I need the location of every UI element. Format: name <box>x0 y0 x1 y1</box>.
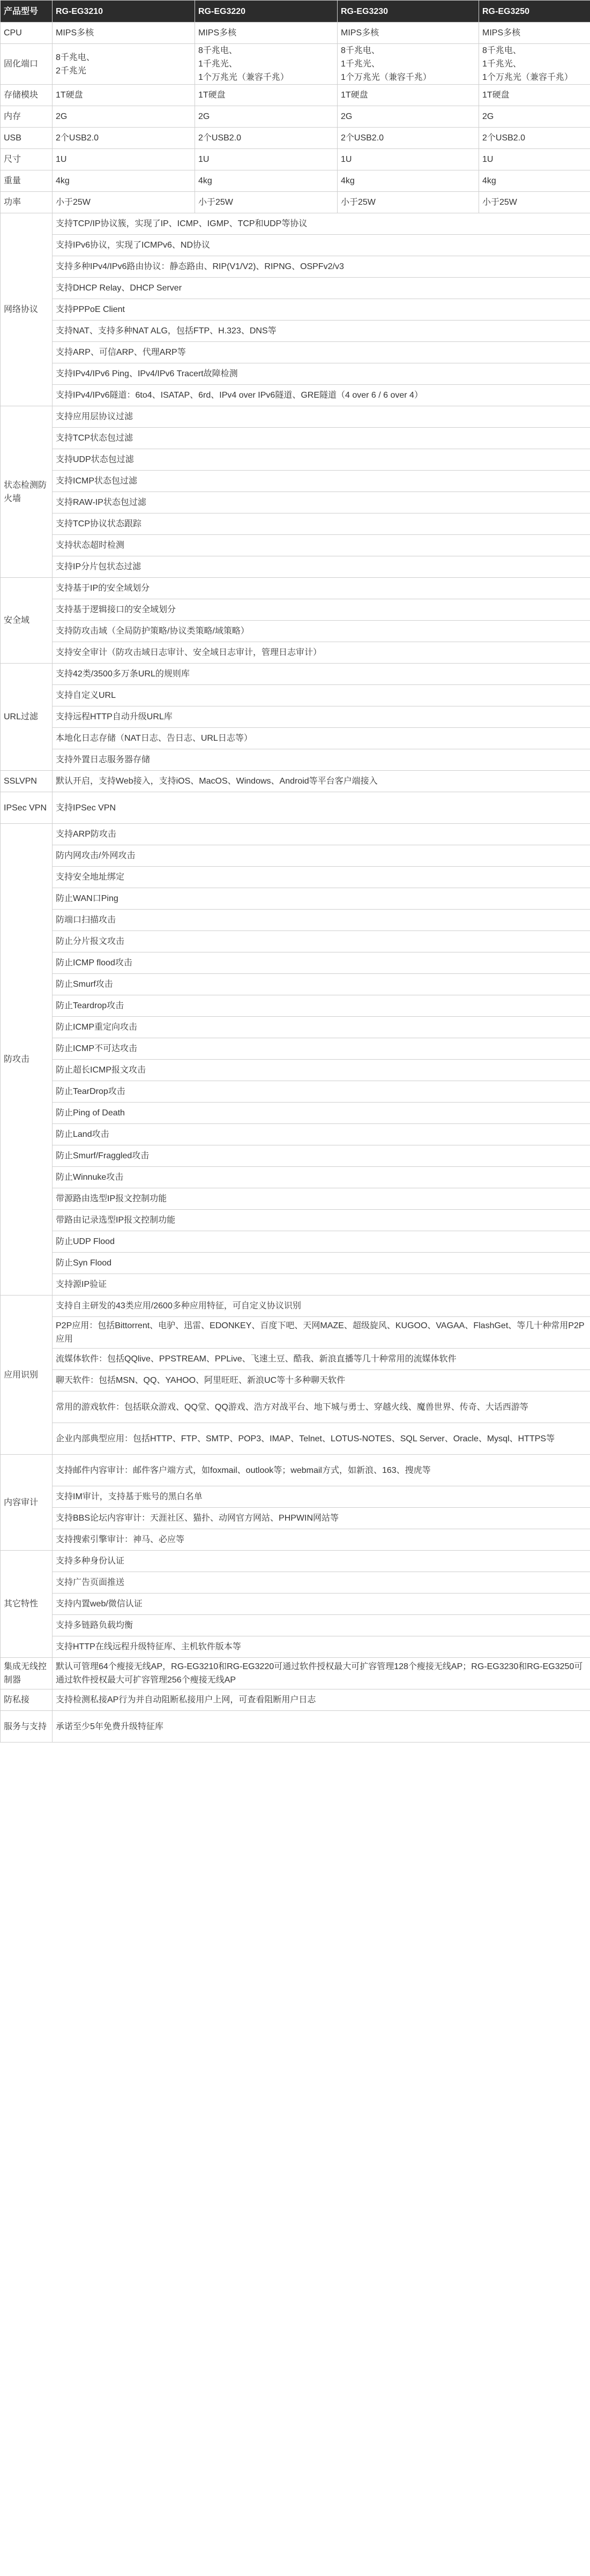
feature-item: 支持外置日志服务器存储 <box>53 749 590 771</box>
feature-item: 支持UDP状态包过滤 <box>53 449 590 471</box>
feature-item: 防止Teardrop攻击 <box>53 995 590 1017</box>
feature-item: 默认可管理64个瘦接无线AP，RG-EG3210和RG-EG3220可通过软件授权最大可扩容管理128个瘦接无线AP；RG-EG3230和RG-EG3250可通过软件授权最大可扩容管理256个瘦接无线AP <box>53 1658 590 1689</box>
spec-row-value: 8千兆电、 1千兆光、 1个万兆光（兼容千兆） <box>338 44 479 85</box>
feature-row <box>1 1253 590 1274</box>
spec-row-value: 2G <box>195 106 338 128</box>
feature-item: 支持HTTP在线远程升级特征库、主机软件版本等 <box>53 1636 590 1658</box>
spec-row-label: 尺寸 <box>1 149 53 170</box>
feature-category-cell: 状态检测防火墙 <box>1 406 53 578</box>
feature-item: 防端口扫描攻击 <box>53 910 590 931</box>
feature-item: 支持IPv4/IPv6隧道：6to4、ISATAP、6rd、IPv4 over IPv6隧道、GRE隧道（4 over 6 / 6 over 4） <box>53 385 590 406</box>
feature-category-cell: URL过滤 <box>1 664 53 771</box>
feature-category-cell: 集成无线控制器 <box>1 1658 53 1689</box>
feature-item: 支持ARP防攻击 <box>53 824 590 845</box>
spec-row-value: MIPS多核 <box>195 23 338 44</box>
spec-row-value: 8千兆电、 2千兆光 <box>53 44 195 85</box>
spec-row-label: 内存 <box>1 106 53 128</box>
feature-row <box>1 406 590 428</box>
feature-row <box>1 342 590 363</box>
feature-row <box>1 1167 590 1188</box>
spec-row-value: 2个USB2.0 <box>338 128 479 149</box>
spec-row <box>1 106 590 128</box>
feature-item: 防止ICMP flood攻击 <box>53 952 590 974</box>
spec-row-value: 2G <box>479 106 590 128</box>
header-cell-eg3230: RG-EG3230 <box>338 1 479 23</box>
feature-item: 支持TCP状态包过滤 <box>53 428 590 449</box>
header-cell-eg3250: RG-EG3250 <box>479 1 590 23</box>
spec-row-label: 重量 <box>1 170 53 192</box>
feature-item: 流媒体软件：包括QQlive、PPSTREAM、PPLive、飞速土豆、酷我、新浪直播等几十种常用的流媒体软件 <box>53 1349 590 1370</box>
feature-row <box>1 1711 590 1743</box>
header-cell-eg3220: RG-EG3220 <box>195 1 338 23</box>
spec-row-value: 4kg <box>53 170 195 192</box>
feature-item: 支持自定义URL <box>53 685 590 706</box>
feature-item: 支持DHCP Relay、DHCP Server <box>53 278 590 299</box>
feature-row <box>1 974 590 995</box>
feature-item: 企业内部典型应用：包括HTTP、FTP、SMTP、POP3、IMAP、Telnet、LOTUS-NOTES、SQL Server、Oracle、Mysql、HTTPS等 <box>53 1423 590 1455</box>
feature-item: 防止Ping of Death <box>53 1103 590 1124</box>
spec-row-value: 2G <box>53 106 195 128</box>
feature-row <box>1 513 590 535</box>
feature-item: 支持BBS论坛内容审计：天涯社区、猫扑、动网官方网站、PHPWIN网站等 <box>53 1508 590 1529</box>
header-cell-eg3210: RG-EG3210 <box>53 1 195 23</box>
table-header-row <box>1 1 590 23</box>
feature-row <box>1 771 590 792</box>
feature-row <box>1 1349 590 1370</box>
feature-row <box>1 1231 590 1253</box>
feature-item: 支持安全审计（防攻击域日志审计、安全域日志审计，管理日志审计） <box>53 642 590 664</box>
feature-row <box>1 278 590 299</box>
spec-row-value: 8千兆电、 1千兆光、 1个万兆光（兼容千兆） <box>479 44 590 85</box>
feature-row <box>1 952 590 974</box>
spec-row-value: 1U <box>338 149 479 170</box>
feature-row <box>1 888 590 910</box>
feature-row <box>1 471 590 492</box>
feature-category-cell: 防私接 <box>1 1689 53 1711</box>
feature-row <box>1 749 590 771</box>
feature-item: P2P应用：包括Bittorrent、电驴、迅雷、EDONKEY、百度下吧、天网MAZE、超级旋风、KUGOO、VAGAA、FlashGet、等几十种常用P2P应用 <box>53 1317 590 1349</box>
feature-row <box>1 1636 590 1658</box>
feature-item: 支持NAT、支持多种NAT ALG，包括FTP、H.323、DNS等 <box>53 321 590 342</box>
feature-row <box>1 385 590 406</box>
feature-row <box>1 1124 590 1145</box>
spec-row-label: 功率 <box>1 192 53 213</box>
feature-row <box>1 1572 590 1594</box>
feature-category-cell: 其它特性 <box>1 1551 53 1658</box>
feature-row <box>1 1689 590 1711</box>
feature-item: 防止ICMP不可达攻击 <box>53 1038 590 1060</box>
feature-item: 本地化日志存储（NAT日志、告日志、URL日志等） <box>53 728 590 749</box>
feature-item: 防止Smurf攻击 <box>53 974 590 995</box>
feature-row <box>1 931 590 952</box>
spec-row-value: MIPS多核 <box>338 23 479 44</box>
feature-row <box>1 1103 590 1124</box>
spec-row-label: USB <box>1 128 53 149</box>
feature-item: 支持基于IP的安全域划分 <box>53 578 590 599</box>
spec-row <box>1 170 590 192</box>
feature-row <box>1 1615 590 1636</box>
feature-item: 常用的游戏软件：包括联众游戏、QQ堂、QQ游戏、浩方对战平台、地下城与勇士、穿越火线、魔兽世界、传奇、大话西游等 <box>53 1391 590 1423</box>
feature-item: 防止TearDrop攻击 <box>53 1081 590 1103</box>
spec-row-value: 2G <box>338 106 479 128</box>
feature-row <box>1 428 590 449</box>
spec-row-value: MIPS多核 <box>53 23 195 44</box>
spec-row-value: 2个USB2.0 <box>479 128 590 149</box>
feature-row <box>1 1594 590 1615</box>
feature-item: 支持RAW-IP状态包过滤 <box>53 492 590 513</box>
feature-row <box>1 492 590 513</box>
feature-row <box>1 235 590 256</box>
feature-item: 支持多种身份认证 <box>53 1551 590 1572</box>
feature-row <box>1 664 590 685</box>
spec-row <box>1 44 590 85</box>
feature-row <box>1 556 590 578</box>
feature-row <box>1 1529 590 1551</box>
feature-category-cell: SSLVPN <box>1 771 53 792</box>
feature-item: 支持多种IPv4/IPv6路由协议：静态路由、RIP(V1/V2)、RIPNG、OSPFv2/v3 <box>53 256 590 278</box>
spec-row-value: 1U <box>195 149 338 170</box>
spec-row-value: 小于25W <box>53 192 195 213</box>
feature-item: 支持基于逻辑接口的安全域划分 <box>53 599 590 621</box>
feature-item: 支持自主研发的43类应用/2600多种应用特征，可自定义协议识别 <box>53 1296 590 1317</box>
feature-item: 支持广告页面推送 <box>53 1572 590 1594</box>
feature-row <box>1 621 590 642</box>
feature-row <box>1 1455 590 1486</box>
spec-row-value: 1T硬盘 <box>195 85 338 106</box>
feature-item: 支持防攻击域（全局防护策略/协议类策略/域策略） <box>53 621 590 642</box>
feature-item: 支持ICMP状态包过滤 <box>53 471 590 492</box>
spec-row-value: 2个USB2.0 <box>195 128 338 149</box>
feature-item: 防止Syn Flood <box>53 1253 590 1274</box>
feature-item: 支持TCP协议状态跟踪 <box>53 513 590 535</box>
feature-item: 防止ICMP重定向攻击 <box>53 1017 590 1038</box>
feature-row <box>1 1188 590 1210</box>
feature-row <box>1 213 590 235</box>
feature-category-cell: 防攻击 <box>1 824 53 1296</box>
feature-row <box>1 824 590 845</box>
feature-row <box>1 995 590 1017</box>
spec-row-value: 4kg <box>338 170 479 192</box>
feature-item: 支持远程HTTP自动升级URL库 <box>53 706 590 728</box>
spec-row-label: CPU <box>1 23 53 44</box>
feature-item: 支持IP分片包状态过滤 <box>53 556 590 578</box>
feature-row <box>1 1060 590 1081</box>
feature-row <box>1 1274 590 1296</box>
feature-row <box>1 910 590 931</box>
feature-item: 支持多链路负载均衡 <box>53 1615 590 1636</box>
feature-item: 防止分片报文攻击 <box>53 931 590 952</box>
feature-row <box>1 1551 590 1572</box>
feature-category-cell: 网络协议 <box>1 213 53 406</box>
feature-item: 支持内置web/微信认证 <box>53 1594 590 1615</box>
feature-row <box>1 1486 590 1508</box>
spec-row-value: 小于25W <box>195 192 338 213</box>
feature-row <box>1 792 590 824</box>
feature-row <box>1 449 590 471</box>
feature-item: 支持源IP验证 <box>53 1274 590 1296</box>
spec-row-value: 1T硬盘 <box>338 85 479 106</box>
feature-row <box>1 1296 590 1317</box>
feature-row <box>1 1081 590 1103</box>
feature-row <box>1 1317 590 1349</box>
feature-row <box>1 299 590 321</box>
spec-row <box>1 192 590 213</box>
feature-item: 防止WAN口Ping <box>53 888 590 910</box>
feature-row <box>1 321 590 342</box>
feature-row <box>1 845 590 867</box>
spec-row <box>1 85 590 106</box>
spec-row-value: 小于25W <box>479 192 590 213</box>
feature-item: 支持检测私接AP行为并自动阻断私接用户上网，可查看阻断用户日志 <box>53 1689 590 1711</box>
spec-row <box>1 128 590 149</box>
spec-row-label: 固化端口 <box>1 44 53 85</box>
feature-category-cell: IPSec VPN <box>1 792 53 824</box>
feature-row <box>1 1508 590 1529</box>
feature-row <box>1 1038 590 1060</box>
feature-row <box>1 578 590 599</box>
feature-category-cell: 服务与支持 <box>1 1711 53 1743</box>
feature-item: 支持IM审计，支持基于账号的黑白名单 <box>53 1486 590 1508</box>
feature-item: 支持PPPoE Client <box>53 299 590 321</box>
feature-item: 带路由记录选型IP报文控制功能 <box>53 1210 590 1231</box>
feature-item: 防止Smurf/Fraggled攻击 <box>53 1145 590 1167</box>
feature-row <box>1 685 590 706</box>
feature-row <box>1 256 590 278</box>
spec-row-value: 小于25W <box>338 192 479 213</box>
feature-item: 支持邮件内容审计：邮件客户端方式，如foxmail、outlook等；webmail方式，如新浪、163、搜虎等 <box>53 1455 590 1486</box>
spec-row-value: 4kg <box>479 170 590 192</box>
feature-row <box>1 642 590 664</box>
feature-item: 支持应用层协议过滤 <box>53 406 590 428</box>
spec-row-value: 1U <box>53 149 195 170</box>
feature-item: 防止Winnuke攻击 <box>53 1167 590 1188</box>
feature-item: 防止UDP Flood <box>53 1231 590 1253</box>
header-cell-model: 产品型号 <box>1 1 53 23</box>
spec-row-value: MIPS多核 <box>479 23 590 44</box>
feature-row <box>1 599 590 621</box>
feature-row <box>1 728 590 749</box>
feature-category-cell: 安全域 <box>1 578 53 664</box>
feature-item: 带源路由选型IP报文控制功能 <box>53 1188 590 1210</box>
feature-item: 防止Land攻击 <box>53 1124 590 1145</box>
feature-item: 支持IPv6协议，实现了ICMPv6、ND协议 <box>53 235 590 256</box>
feature-item: 防内网攻击/外网攻击 <box>53 845 590 867</box>
feature-item: 聊天软件：包括MSN、QQ、YAHOO、阿里旺旺、新浪UC等十多种聊天软件 <box>53 1370 590 1391</box>
feature-row <box>1 1658 590 1689</box>
feature-item: 支持安全地址绑定 <box>53 867 590 888</box>
spec-table-body <box>1 23 590 1743</box>
feature-item: 支持42类/3500多万条URL的规则库 <box>53 664 590 685</box>
feature-category-cell: 应用识别 <box>1 1296 53 1455</box>
feature-row <box>1 1017 590 1038</box>
feature-row <box>1 867 590 888</box>
feature-row <box>1 1145 590 1167</box>
spec-row-value: 2个USB2.0 <box>53 128 195 149</box>
spec-row-label: 存储模块 <box>1 85 53 106</box>
feature-category-cell: 内容审计 <box>1 1455 53 1551</box>
spec-row-value: 1T硬盘 <box>53 85 195 106</box>
spec-row <box>1 149 590 170</box>
feature-item: 支持搜索引擎审计：神马、必应等 <box>53 1529 590 1551</box>
feature-item: 支持IPSec VPN <box>53 792 590 824</box>
feature-row <box>1 1210 590 1231</box>
spec-row-value: 8千兆电、 1千兆光、 1个万兆光（兼容千兆） <box>195 44 338 85</box>
feature-row <box>1 1391 590 1423</box>
feature-item: 防止超长ICMP报文攻击 <box>53 1060 590 1081</box>
feature-item: 承诺至少5年免费升级特征库 <box>53 1711 590 1743</box>
feature-row <box>1 1370 590 1391</box>
feature-row <box>1 363 590 385</box>
feature-item: 支持TCP/IP协议簇，实现了IP、ICMP、IGMP、TCP和UDP等协议 <box>53 213 590 235</box>
feature-row <box>1 535 590 556</box>
feature-item: 支持IPv4/IPv6 Ping、IPv4/IPv6 Tracert故障检测 <box>53 363 590 385</box>
spec-row-value: 1T硬盘 <box>479 85 590 106</box>
feature-item: 支持状态超时检测 <box>53 535 590 556</box>
feature-row <box>1 1423 590 1455</box>
spec-row-value: 1U <box>479 149 590 170</box>
spec-row <box>1 23 590 44</box>
feature-item: 默认开启，支持Web接入，支持iOS、MacOS、Windows、Android等平台客户端接入 <box>53 771 590 792</box>
feature-item: 支持ARP、可信ARP、代理ARP等 <box>53 342 590 363</box>
spec-row-value: 4kg <box>195 170 338 192</box>
feature-row <box>1 706 590 728</box>
